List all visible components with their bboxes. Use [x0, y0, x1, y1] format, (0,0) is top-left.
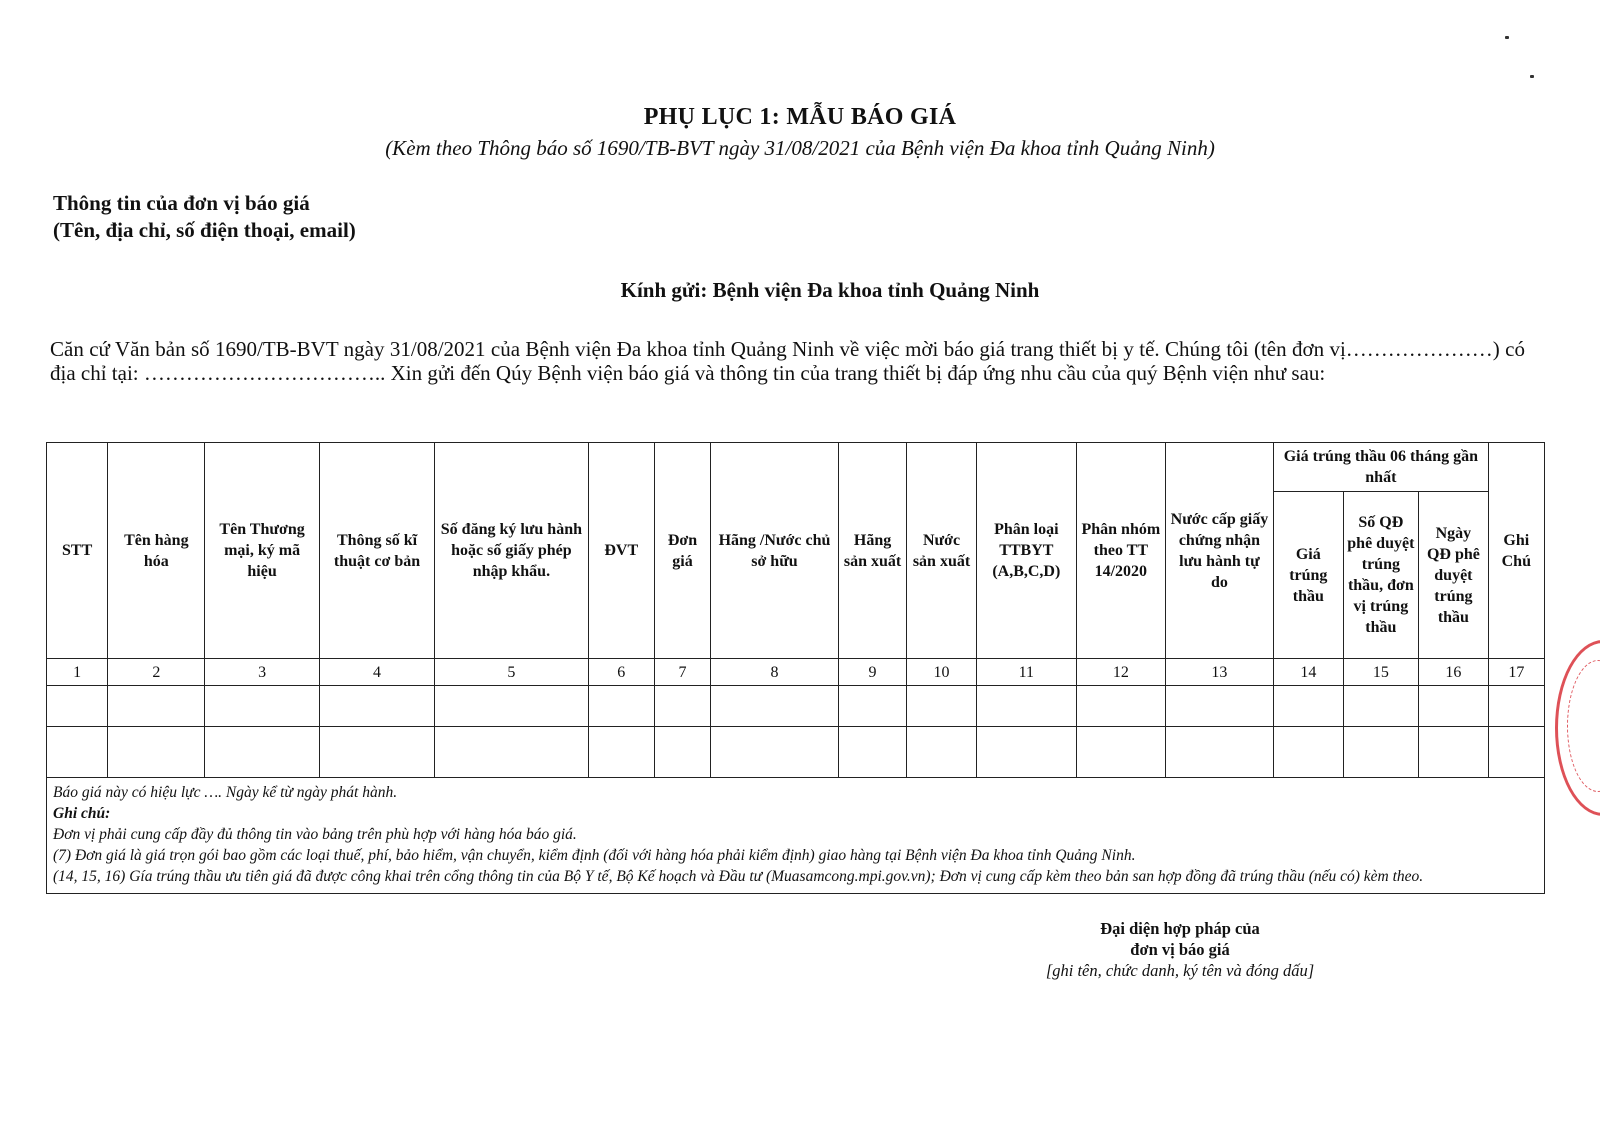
col-header-hang-nuoc-chu-so-huu: Hãng /Nước chủ sở hữu [711, 443, 839, 659]
col-header-hang-san-xuat: Hãng sản xuất [838, 443, 906, 659]
col-number: 17 [1488, 659, 1544, 686]
table-cell[interactable] [654, 686, 710, 727]
intro-paragraph: Căn cứ Văn bản số 1690/TB-BVT ngày 31/08/2021 của Bệnh viện Đa khoa tỉnh Quảng Ninh về việc mời báo giá trang thiết bị y tế. Chúng tôi (tên đơn vị…………………) có địa chỉ tại: …………………………….. Xin gửi đến Qúy Bệnh viện báo giá và thông tin của trang thiết bị đáp ứng nhu cầu của quý Bệnh viện như sau: [50, 337, 1525, 385]
table-cell[interactable] [1343, 727, 1419, 778]
table-cell[interactable] [205, 686, 319, 727]
table-cell[interactable] [976, 727, 1076, 778]
table-cell[interactable] [319, 686, 434, 727]
col-number: 4 [319, 659, 434, 686]
table-cell[interactable] [588, 686, 654, 727]
signature-block [1000, 918, 1360, 981]
table-cell[interactable] [1488, 686, 1544, 727]
table-cell[interactable] [711, 686, 839, 727]
col-number: 14 [1274, 659, 1343, 686]
table-cell[interactable] [654, 727, 710, 778]
salutation: Kính gửi: Bệnh viện Đa khoa tỉnh Quảng Ninh [620, 278, 1040, 302]
table-cell[interactable] [1419, 727, 1488, 778]
table-cell[interactable] [838, 686, 906, 727]
signature-line1: Đại diện hợp pháp của [1100, 919, 1260, 938]
col-number: 11 [976, 659, 1076, 686]
col-number: 15 [1343, 659, 1419, 686]
table-cell[interactable] [1274, 727, 1343, 778]
col-header-phan-loai: Phân loại TTBYT (A,B,C,D) [976, 443, 1076, 659]
sender-info-line2: (Tên, địa chỉ, số điện thoại, email) [53, 218, 356, 242]
scan-speck [1530, 75, 1534, 78]
table-notes-row [47, 778, 1545, 894]
table-cell[interactable] [435, 686, 588, 727]
col-number: 16 [1419, 659, 1488, 686]
col-number: 12 [1076, 659, 1165, 686]
col-number: 8 [711, 659, 839, 686]
table-header-row [47, 443, 1545, 492]
col-header-nuoc-cap-giay: Nước cấp giấy chứng nhận lưu hành tự do [1165, 443, 1273, 659]
validity-note: Báo giá này có hiệu lực …. Ngày kể từ ngày phát hành. [53, 784, 398, 801]
table-notes [47, 778, 1545, 894]
table-cell[interactable] [1488, 727, 1544, 778]
table-cell[interactable] [435, 727, 588, 778]
col-header-ten-thuong-mai: Tên Thương mại, ký mã hiệu [205, 443, 319, 659]
col-header-stt: STT [47, 443, 108, 659]
sender-info [53, 190, 356, 244]
col-header-thong-so: Thông số kĩ thuật cơ bản [319, 443, 434, 659]
table-cell[interactable] [1343, 686, 1419, 727]
signature-line3: [ghi tên, chức danh, ký tên và đóng dấu] [1045, 961, 1315, 980]
note-item: Đơn vị phải cung cấp đầy đủ thông tin vào bảng trên phù hợp với hàng hóa báo giá. [53, 826, 577, 843]
col-header-don-gia: Đơn giá [654, 443, 710, 659]
col-header-gia-trung-thau-group: Giá trúng thầu 06 tháng gần nhất [1274, 443, 1489, 492]
note-item: (7) Đơn giá là giá trọn gói bao gồm các loại thuế, phí, bảo hiểm, vận chuyển, kiểm định (đối với hàng hóa phải kiểm định) giao hàng tại Bệnh viện Đa khoa tỉnh Quảng Ninh. [53, 847, 1136, 864]
table-row [47, 686, 1545, 727]
table-cell[interactable] [1076, 727, 1165, 778]
table-cell[interactable] [588, 727, 654, 778]
note-item: (14, 15, 16) Gía trúng thầu ưu tiên giá đã được công khai trên cổng thông tin của Bộ Y tế, Bộ Kế hoạch và Đầu tư (Muasamcong.mpi.gov.vn); Đơn vị cung cấp kèm theo bản san hợp đồng đã trúng thầu (nếu có) kèm theo. [53, 868, 1424, 885]
table-cell[interactable] [319, 727, 434, 778]
col-number: 10 [907, 659, 976, 686]
col-number: 2 [108, 659, 205, 686]
table-cell[interactable] [838, 727, 906, 778]
notes-label: Ghi chú: [53, 805, 111, 822]
col-header-dvt: ĐVT [588, 443, 654, 659]
table-cell[interactable] [47, 727, 108, 778]
col-header-ghi-chu: Ghi Chú [1488, 443, 1544, 659]
col-header-so-qd: Số QĐ phê duyệt trúng thầu, đơn vị trúng thầu [1343, 492, 1419, 659]
col-number: 1 [47, 659, 108, 686]
page-title: PHỤ LỤC 1: MẪU BÁO GIÁ [643, 104, 957, 130]
table-cell[interactable] [1076, 686, 1165, 727]
scan-speck [1505, 36, 1509, 39]
table-row [47, 727, 1545, 778]
table-cell[interactable] [907, 686, 976, 727]
signature-line2: đơn vị báo giá [1130, 940, 1230, 959]
col-header-phan-nhom: Phân nhóm theo TT 14/2020 [1076, 443, 1165, 659]
sender-info-line1: Thông tin của đơn vị báo giá [53, 191, 310, 215]
table-cell[interactable] [976, 686, 1076, 727]
col-number: 13 [1165, 659, 1273, 686]
col-header-gia-trung-thau: Giá trúng thầu [1274, 492, 1343, 659]
page-subtitle: (Kèm theo Thông báo số 1690/TB-BVT ngày 31/08/2021 của Bệnh viện Đa khoa tỉnh Quảng Ninh) [385, 136, 1215, 160]
table-cell[interactable] [907, 727, 976, 778]
table-cell[interactable] [47, 686, 108, 727]
table-cell[interactable] [711, 727, 839, 778]
table-cell[interactable] [108, 727, 205, 778]
col-number: 6 [588, 659, 654, 686]
table-cell[interactable] [1165, 686, 1273, 727]
col-number: 7 [654, 659, 710, 686]
col-header-ngay-qd: Ngày QĐ phê duyệt trúng thầu [1419, 492, 1488, 659]
quotation-table [46, 442, 1545, 894]
table-cell[interactable] [205, 727, 319, 778]
table-cell[interactable] [108, 686, 205, 727]
col-header-ten-hang-hoa: Tên hàng hóa [108, 443, 205, 659]
col-header-so-dang-ky: Số đăng ký lưu hành hoặc số giấy phép nhập khẩu. [435, 443, 588, 659]
col-header-nuoc-san-xuat: Nước sản xuất [907, 443, 976, 659]
col-number: 5 [435, 659, 588, 686]
col-number: 9 [838, 659, 906, 686]
col-number: 3 [205, 659, 319, 686]
column-number-row [47, 659, 1545, 686]
table-cell[interactable] [1419, 686, 1488, 727]
table-cell[interactable] [1274, 686, 1343, 727]
table-cell[interactable] [1165, 727, 1273, 778]
